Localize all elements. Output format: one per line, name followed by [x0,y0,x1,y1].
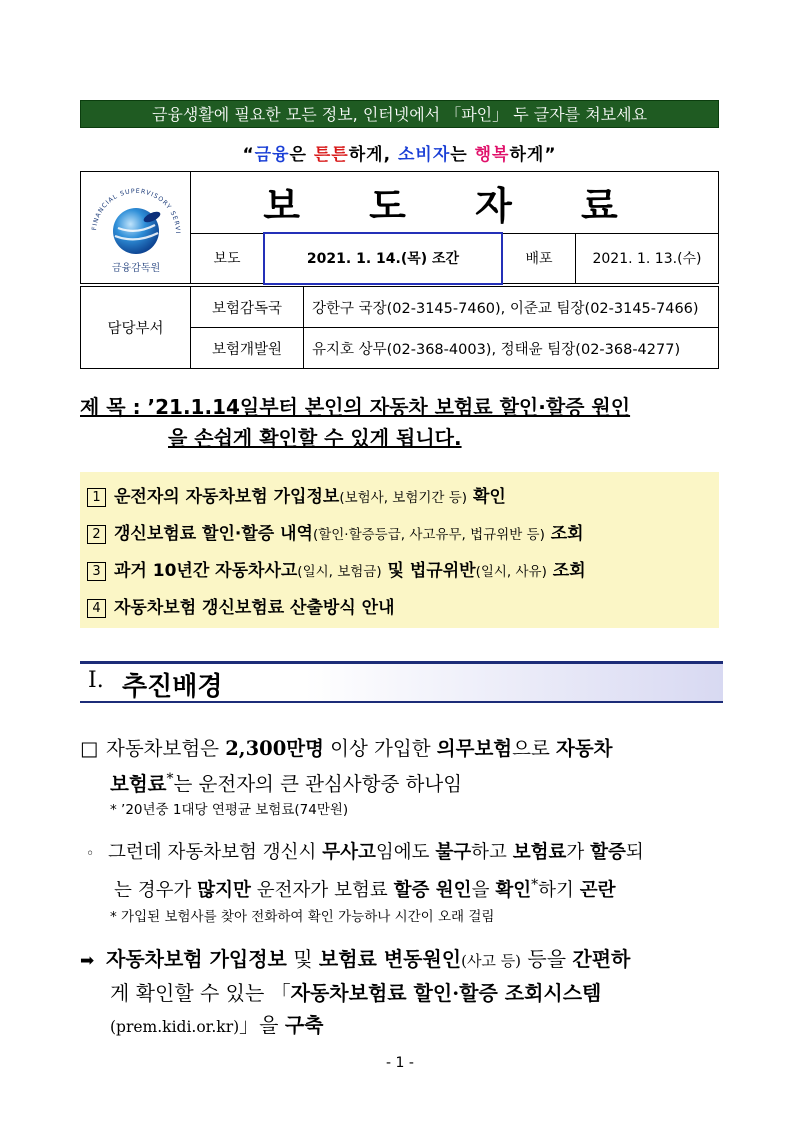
text: (prem.kidi.or.kr) [110,1018,240,1036]
conclusion-paragraph [80,943,730,1043]
paragraph-line [86,837,736,870]
text: 등을 [521,947,573,971]
fss-logo-icon [82,173,189,278]
summary-main: 자동차보험 갱신보험료 산출방식 안내 [114,598,395,618]
summary-detail: (할인·할증등급, 사고유무, 법규위반 등) [312,527,545,543]
department-label: 담당부서 [81,287,191,369]
slogan-word: 소비자 [397,145,451,165]
background-paragraph [86,837,736,906]
item-number-box: 1 [87,488,106,507]
page-number: - 1 - [386,1055,414,1071]
text: 구축 [284,1013,324,1037]
press-release-header [80,171,719,285]
paragraph-line [80,733,730,764]
text: 으로 [512,737,556,760]
top-banner: 금융생활에 필요한 모든 정보, 인터넷에서 「파인」 두 글자를 쳐보세요 [80,100,719,128]
text: 보험료 [110,772,167,796]
summary-item [87,479,719,516]
summary-tail: 및 법규위반 [381,561,476,581]
summary-tail: 조회 [546,561,586,581]
summary-detail: (보험사, 보험기간 등) [339,490,468,506]
summary-detail: (일시, 보험금) [297,564,382,580]
square-bullet-icon: □ [80,737,99,760]
circle-bullet-icon: ◦ [86,846,95,862]
summary-tail: 조회 [544,524,584,544]
footnote-mark: * [166,771,174,787]
text: (사고 등) [461,952,522,970]
text: 임에도 [375,842,436,863]
text: 운전자가 보험료 [250,880,394,902]
text: 간편하 [572,947,631,971]
text: 불구 [435,842,472,863]
text: 의무보험 [436,737,513,760]
summary-box [80,472,719,628]
paragraph-line [80,943,730,977]
item-number-box: 4 [87,599,106,618]
slogan-word: 하게 [509,145,545,165]
text: 2,300만명 [225,737,324,760]
text: 무사고 [322,842,376,863]
paragraph-line [80,977,730,1009]
summary-item [87,553,719,590]
paragraph-line [86,870,736,906]
arrow-right-icon: ➡ [80,951,95,971]
press-release-title: 보 도 자 료 [191,172,719,234]
text: 할증 [590,842,626,863]
text: 자동차보험은 [106,737,226,760]
text: 자동차 [556,737,613,760]
slogan-quote-close: ” [544,145,557,165]
text: 을 [471,880,496,902]
text: 게 확인할 수 있는 「 [110,981,291,1005]
department-contact: 유지호 상무(02-368-4003), 정태윤 팀장(02-368-4277) [304,328,719,369]
slogan-quote-open: “ [242,145,255,165]
section-header [80,661,723,703]
logo-arc-text: FINANCIAL SUPERVISORY SERVI [91,187,182,235]
footnote: * 가입된 보험사를 찾아 전화하여 확인 가능하나 시간이 오래 걸림 [110,909,495,925]
summary-item [87,590,719,627]
text: 되 [625,842,644,863]
background-paragraph [80,733,730,800]
text: 이상 가입한 [323,737,437,760]
text: 할증 원인 [393,880,472,902]
slogan-word: 행복 [474,145,510,165]
subject-title [80,392,730,454]
text: 자동차보험 가입정보 [106,947,287,971]
distribution-date: 2021. 1. 13.(수) [576,233,719,283]
text: 및 [286,947,319,971]
section-number: Ⅰ. [88,668,104,693]
paragraph-line [80,764,730,800]
report-date: 2021. 1. 14.(목) 조간 [264,233,502,283]
item-number-box: 2 [87,525,106,544]
text: 자동차보험료 할인·할증 조회시스템 [290,981,602,1005]
text: 는 운전자의 큰 관심사항중 하나임 [173,772,463,796]
report-label: 보도 [191,233,265,283]
text: 보험료 변동원인 [318,947,462,971]
slogan [80,140,719,165]
logo-org-name: 금융감독원 [111,263,161,274]
text: 가 [566,842,591,863]
summary-detail: (일시, 사유) [475,564,547,580]
summary-tail: 확인 [467,487,506,507]
text: 그런데 자동차보험 갱신시 [108,842,323,863]
logo-cell [81,172,191,284]
slogan-word: 은 [289,145,314,165]
text: 는 경우가 [114,880,198,902]
footnote-mark: * [531,877,539,893]
department-contact: 강한구 국장(02-3145-7460), 이준교 팀장(02-3145-7466) [304,287,719,328]
text: 하기 [538,880,580,902]
paragraph-line [80,1009,730,1043]
slogan-word: 튼튼 [313,145,349,165]
text: 보험료 [512,842,567,863]
department-unit: 보험개발원 [191,328,304,369]
summary-item [87,516,719,553]
summary-main: 갱신보험료 할인·할증 내역 [114,524,313,544]
section-title: 추진배경 [122,672,223,702]
slogan-word: 는 [450,145,475,165]
text: 많지만 [197,880,251,902]
subject-line: 을 손쉽게 확인할 수 있게 됩니다. [168,426,462,450]
department-table [80,286,719,369]
slogan-word: 하게, [348,145,398,165]
department-unit: 보험감독국 [191,287,304,328]
text: 」을 [239,1013,285,1037]
text: 곤란 [579,880,616,902]
subject-line: 제 목 : ’21.1.14일부터 본인의 자동차 보험료 할인·할증 원인 [80,395,631,419]
item-number-box: 3 [87,562,106,581]
text: 확인 [495,880,532,902]
summary-main: 운전자의 자동차보험 가입정보 [114,487,340,507]
distribution-label: 배포 [502,233,576,283]
text: 하고 [471,842,513,863]
slogan-word: 금융 [254,145,290,165]
footnote: * ’20년중 1대당 연평균 보험료(74만원) [110,802,349,818]
summary-main: 과거 10년간 자동차사고 [114,561,298,581]
